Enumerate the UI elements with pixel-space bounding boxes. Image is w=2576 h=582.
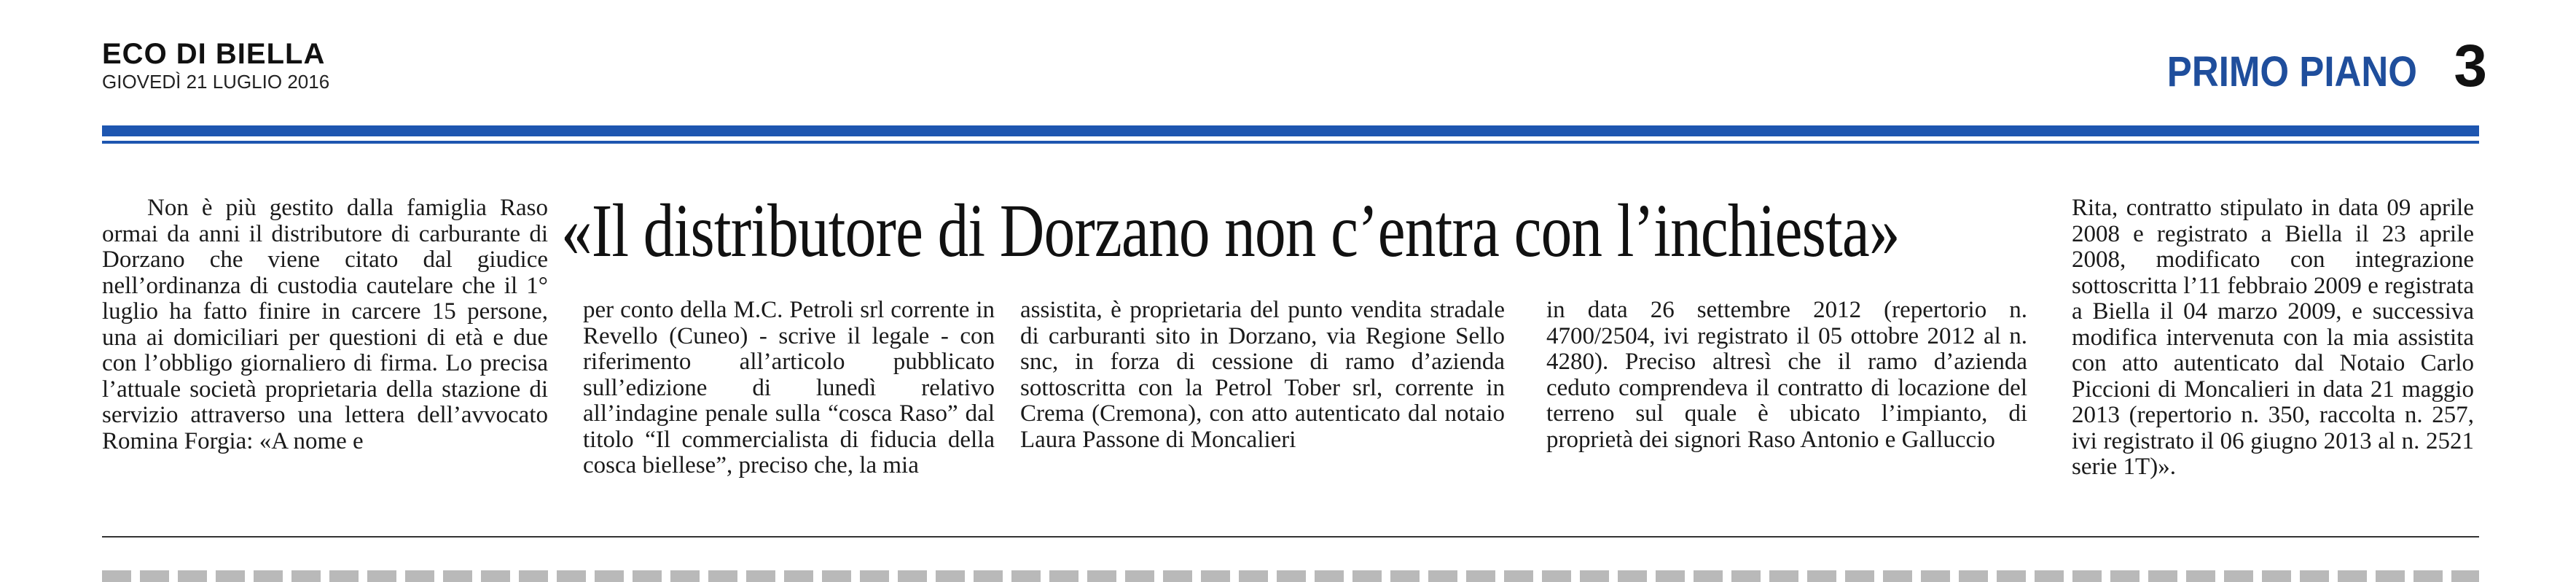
next-article-cutoff — [102, 570, 2479, 582]
article-column-1: Non è più gestito dalla famiglia Raso ormai da anni il distributore di carburante di Dorzano che viene citato dal giudice nell’ordinanza di custodia cautelare che il 1° luglio ha fatto finire in carcere 15 persone, una ai domiciliari per questioni di età e due con l’obbligo giornaliero di firma. Lo precisa l’attuale società proprietaria della stazione di servizio attraverso una lettera dell’avvocato Romina Forgia: «A nome e — [102, 195, 548, 454]
header-rule-thin — [102, 141, 2479, 144]
section-header — [2133, 32, 2487, 101]
newspaper-name: ECO DI BIELLA — [102, 38, 326, 70]
article-column-3: assistita, è proprietaria del punto vendita stradale di carburanti sito in Dorzano, via Regione Sello snc, in forza di cessione di ramo d’azienda sottoscritta con la Petrol Tober srl, corrente in Crema (Cremona), con atto autenticato dal notaio Laura Passone di Moncalieri — [1020, 297, 1505, 453]
article-column-4: in data 26 settembre 2012 (repertorio n. 4700/2504, ivi registrato il 05 ottobre 2012 al n. 4280). Preciso altresì che il ramo d’azienda ceduto comprendeva il contratto di locazione del terreno sul quale è ubicato l’impianto, di proprietà dei signori Raso Antonio e Galluccio — [1546, 297, 2027, 453]
article-column-5: Rita, contratto stipulato in data 09 aprile 2008 e registrato a Biella il 23 aprile 2008, modificato con integrazione sottoscritta l’11 febbraio 2009 e registrata a Biella il 04 marzo 2009, e successiva modifica intervenuta con la mia assistita con atto autenticato dal Notaio Carlo Piccioni di Moncalieri in data 21 maggio 2013 (repertorio n. 350, raccolta n. 257, ivi registrato il 06 giugno 2013 al n. 2521 serie 1T)». — [2072, 195, 2474, 480]
issue-date: GIOVEDÌ 21 LUGLIO 2016 — [102, 71, 330, 93]
masthead — [102, 38, 329, 93]
article-headline: «Il distributore di Dorzano non c’entra con l’inchiesta» — [561, 189, 1900, 273]
page-number: 3 — [2454, 33, 2487, 99]
article-bottom-rule — [102, 536, 2479, 538]
section-title: PRIMO PIANO — [2167, 48, 2418, 96]
header-rule-thick — [102, 125, 2479, 136]
article-column-2: per conto della M.C. Petroli srl corrente in Revello (Cuneo) - scrive il legale - con riferimento all’articolo pubblicato sull’edizione di lunedì relativo all’indagine penale sulla “cosca Raso” dal titolo “Il commercialista di fiducia della cosca biellese”, preciso che, la mia — [583, 297, 995, 478]
